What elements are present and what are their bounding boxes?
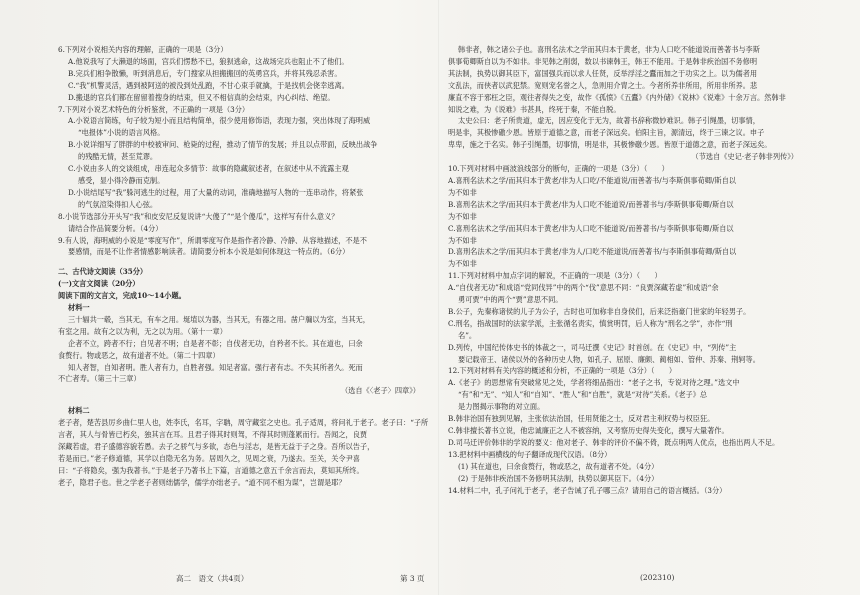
left-text-line: 材料二 [68,406,90,416]
left-text-line: 企者不立，跨者不行；自见者不明；自是者不彰；自伐者无功，自矜者不长。其在道也，曰余 [68,338,363,348]
left-text-line: 阅读下面的文言文，完成10～14小题。 [58,291,186,301]
left-text-line: “电报体”小说的语言风格。 [78,128,165,138]
footer-left: 高二 语文（共4页） [176,574,249,583]
left-text-line: 食赘行。物或恶之，故有道者不处。（第二十四章） [58,350,220,360]
right-column [448,44,808,496]
right-text-line: “有”和“无”、“知人”和“自知”、“胜人”和“自胜”，就是“对待”关系。《老子》总 [458,390,708,400]
right-text-line: 12.下列对材料有关内容的概述和分析，不正确的一项是（3分）（ ） [448,366,677,376]
left-text-line: 7.下列对小说艺术特色的分析鉴赏，不正确的一项是（3分） [58,104,250,114]
right-text-line: 知说之难，为《说难》书甚具，终死于秦，不能自脱。 [448,104,621,114]
left-text-line: 若是而已。”老子修道德，其学以自隐无名为务。居周久之，见周之衰，乃遂去。至关，关令尹喜 [58,453,360,463]
right-text-line: 卑卑，施之于名实。韩子引绳墨，切事情，明是非，其极惨礉少恩。皆原于道德之意，而老子深远矣。 [448,140,772,150]
right-text-line: D.喜刑名法术之学/而其归本于黄老/非为人/口吃不能道说/而善著书/与李斯俱事荀卿/斯自以 [448,247,737,257]
right-text-line: 太史公曰：老子所贵道，虚无，因应变化于无为，故著书辞称微妙难识。韩子引绳墨，切事情， [458,116,760,126]
right-text-line: 为不如非 [448,259,477,269]
left-text-line: D.搬退的官兵们都在留留着搜身的结束，但又不相信真的会结束，内心纠结、绝望。 [68,92,335,102]
left-text-line: 请结合作品简要分析。（4分） [68,223,163,233]
right-text-line: 明是非，其极惨礉少恩。皆原于道德之意，而老子深远矣。伯阳主旨，源清远，终于三谏之议。申子 [448,128,765,138]
right-text-line: A.“自伐者无功”和成语“党同伐异”中的两个“伐”意思不同：“良贾深藏若虚”和成语“余 [448,283,719,293]
left-text-line: D.小说结尾写“我”躲河逃生的过程，用了大量的动词，准确地描写人物的一连串动作，将紧张 [68,187,364,197]
left-text-line: A.小说语言简练，句子较为短小而且结构简单，很少使用修饰语，表现力强，突出体现了海明威 [68,116,371,126]
right-text-line: 文乱法，而侠者以武犯禁。宽则宠名誉之人，急则用介胄之士。今者所养非所用，所用非所养。悲 [448,80,758,90]
left-text-line: B.小说详细写了胖胖的中校被审问、枪毙的过程，推动了情节的发展；并且以点带面，反映出战争 [68,140,378,150]
right-text-line: A.《老子》的思想常有突破常见之处，学者将细品指出：“老子之书，专说对待之理。”选文中 [448,378,740,388]
right-text-line: 13.把材料中画横线的句子翻译成现代汉语。（8分） [448,449,612,459]
right-text-line: B.喜刑名法术之学/而其归本于黄老/非为人口吃不能道说/而善著书与/李斯俱事荀卿/斯自以 [448,199,734,209]
left-text-line: B.完兵们相争散懒，听到消息后，专门搜家从担搬搬回的英勇宫兵，并将其残忍杀害。 [68,68,342,78]
left-text-line: 感受，显小得冷静而克制。 [78,175,165,185]
left-text-line: 要感情，而是不让作者情感影响读者。请简要分析本小说是如何体现这一特点的。（6分） [68,247,350,257]
right-text-line: 勇可贾”中的两个“贾”意思不同。 [458,295,563,305]
left-text-line: （选自《〈老子〉四章》） [340,386,420,396]
page-fold [438,0,439,595]
right-text-line: (1) 其在道也，曰余食赘行，物或恶之，故有道者不处。（4分） [458,461,659,471]
right-text-line: （节选自《史记·老子韩非列传》） [691,152,798,162]
left-text-line: 老子，隐君子也。世之学老子者则绌儒学，儒学亦绌老子。“道不同不相为谋”，岂谓是耶？ [58,477,346,487]
right-text-line: 是力图揭示事物的对立面。 [458,402,545,412]
right-text-line: 14.材料二中，孔子问礼于老子，老子告诫了孔子哪三点？请用自己的语言概括。（3分） [448,485,727,495]
right-text-line: 要记载帝王、诸侯以外的各种历史人物，如孔子、屈原、廉颇、蔺相如、管仲、苏秦、荆轲等。 [458,354,760,364]
left-text-line: 不亡者寿。（第三十三章） [58,374,141,384]
right-text-line: 韩非者，韩之诸公子也。喜刑名法术之学而其归本于黄老，非为人口吃不能道说而善著书与李斯 [458,45,760,54]
left-text-line: 有室之用。故有之以为利，无之以为用。（第十一章） [58,326,227,336]
left-text-line: 曰：“子将隐矣，强为我著书。”于是老子乃著书上下篇，言道德之意五千余言而去，莫知其所终。 [58,465,364,475]
left-text-line: 8.小说节选部分开头写“我”和皮安尼反复说讲“大傻了”“是个傻瓜”，这样写有什么意义？ [58,211,339,221]
right-text-line: 为不如非 [448,187,477,197]
left-text-line: C.小说由多人的交谈组成，串连起众多情节：故事的隐藏叙述者，在叙述中从不流露主观 [68,164,349,174]
left-text-line: 6.下列对小说相关内容的理解，正确的一项是（3分） [58,45,228,54]
left-text-line: 的气氛渲染得扣人心弦。 [78,199,158,209]
right-text-line: B.公子，先秦称诸侯的儿子为公子，古时也可加称非自身侯们，后来泛指豪门世家的年轻男子。 [448,306,751,316]
right-text-line: 11.下列对材料中加点字词的解说，不正确的一项是（3分）（ ） [448,271,662,281]
left-text-line: 深藏若虚，君子盛德容貌若愚。去子之骄气与多欲，态色与淫志，是皆无益于子之身。吾所以告子， [58,442,375,451]
left-text-line: 知人者智，自知者明。胜人者有力，自胜者强。知足者富。强行者有志。不失其所者久。死而 [68,362,363,372]
right-text-line: B.韩非治国有独到见解，主张依法治国，任用贤能之士，反对君主利权势与权臣狂。 [448,414,715,424]
footer-code: (202310) [640,573,675,582]
right-text-line: 为不如非 [448,211,477,221]
left-text-line: 9.有人说，海明威的小说是“零度写作”，所谓零度写作是指作者冷静、冷静、从容地描述，不是不 [58,235,367,245]
footer-page-number: 第 3 页 [400,574,425,583]
left-text-line [58,397,430,405]
right-text-line: A.喜刑名法术之学/而其归本于黄老/非为人口吃/不能道说/而善著书/与李斯俱事荀卿/斯自以 [448,175,736,185]
left-text-line: 老子者，楚苦县厉乡曲仁里人也，姓李氏，名耳，字聃，周守藏室之史也。孔子适周，将问礼于老子。老子曰：“子所 [58,418,429,428]
right-text-line: 廉直不容于邪枉之臣，观往者得失之变，故作《孤愤》《五蠹》《内外储》《说林》《说难》十余万言。然韩非 [448,92,786,102]
right-text-line: D.列传，中国纪传体史书的体裁之一，司马迁撰《史记》时首创。在《史记》中，“列传”主 [448,342,737,352]
right-text-line: C.刑名，指战国时的法家学派，主张循名责实，慎赏明罚，后人称为“刑名之学”，亦作“刑 [448,318,733,328]
left-text-line [58,258,430,266]
left-text-line: C.“我”机警灵活，遇到被阿送的被没到处乱跑，不甘心束手就擒，于是找机会侥幸逃离。 [68,80,349,90]
right-text-line: 名”。 [458,330,477,340]
right-text-line: 俱事荀卿斯自以为不如非。非见韩之削弱，数以书谏韩王，韩王不能用。于是韩非疾治国不务修明 [448,56,758,66]
left-text-line: 材料一 [68,303,90,313]
left-column [58,44,430,489]
left-text-line: 言者，其人与骨皆已朽矣，独其言在耳。且君子得其时则驾，不得其时则蓬累而行。吾闻之，良贾 [58,430,368,440]
right-text-line: C.喜刑名法术之学/而其归本于黄老/非为人口吃不能道说/而善著书/与李斯俱事荀卿/斯自以 [448,223,734,233]
right-text-line: C.韩非擅长著书立说，他忠诚廉正之人不被容纳，又考察历史得失变化，撰写大量著作。 [448,426,729,435]
left-text-line: (一)文言文阅读（20分） [58,279,140,289]
left-text-line: 三十辐共一毂，当其无，有车之用。埏埴以为器，当其无，有器之用。凿户牖以为室，当其无， [68,314,370,324]
left-text-line: 的残酷无情，甚至荒谬。 [78,152,158,162]
left-text-line: 二、古代诗文阅读（35分） [58,267,148,277]
right-text-line: 10.下列对材料中画波浪线部分的断句，正确的一项是（3分）（ ） [448,164,669,174]
right-text-line: D.司马迁评价韩非的学说的要义：他对老子、韩非的评价不偏不倚，既点明两人优点，也指出两人不足。 [448,437,780,447]
left-text-line: A.他说我写了大濑退的场面，宫兵们愣愁不已，狼狈逃命，这战场完兵也阻止不了他们。 [68,56,349,66]
right-text-line: (2) 于是韩非疾治国不务修明其法制，执势以御其臣下。（4分） [458,473,659,483]
right-text-line: 为不如非 [448,235,477,245]
right-text-line: 其法制，执势以御其臣下，富国强兵而以求人任贤，反举浮淫之蠹而加之于功实之上。以为儒者用 [448,68,758,78]
